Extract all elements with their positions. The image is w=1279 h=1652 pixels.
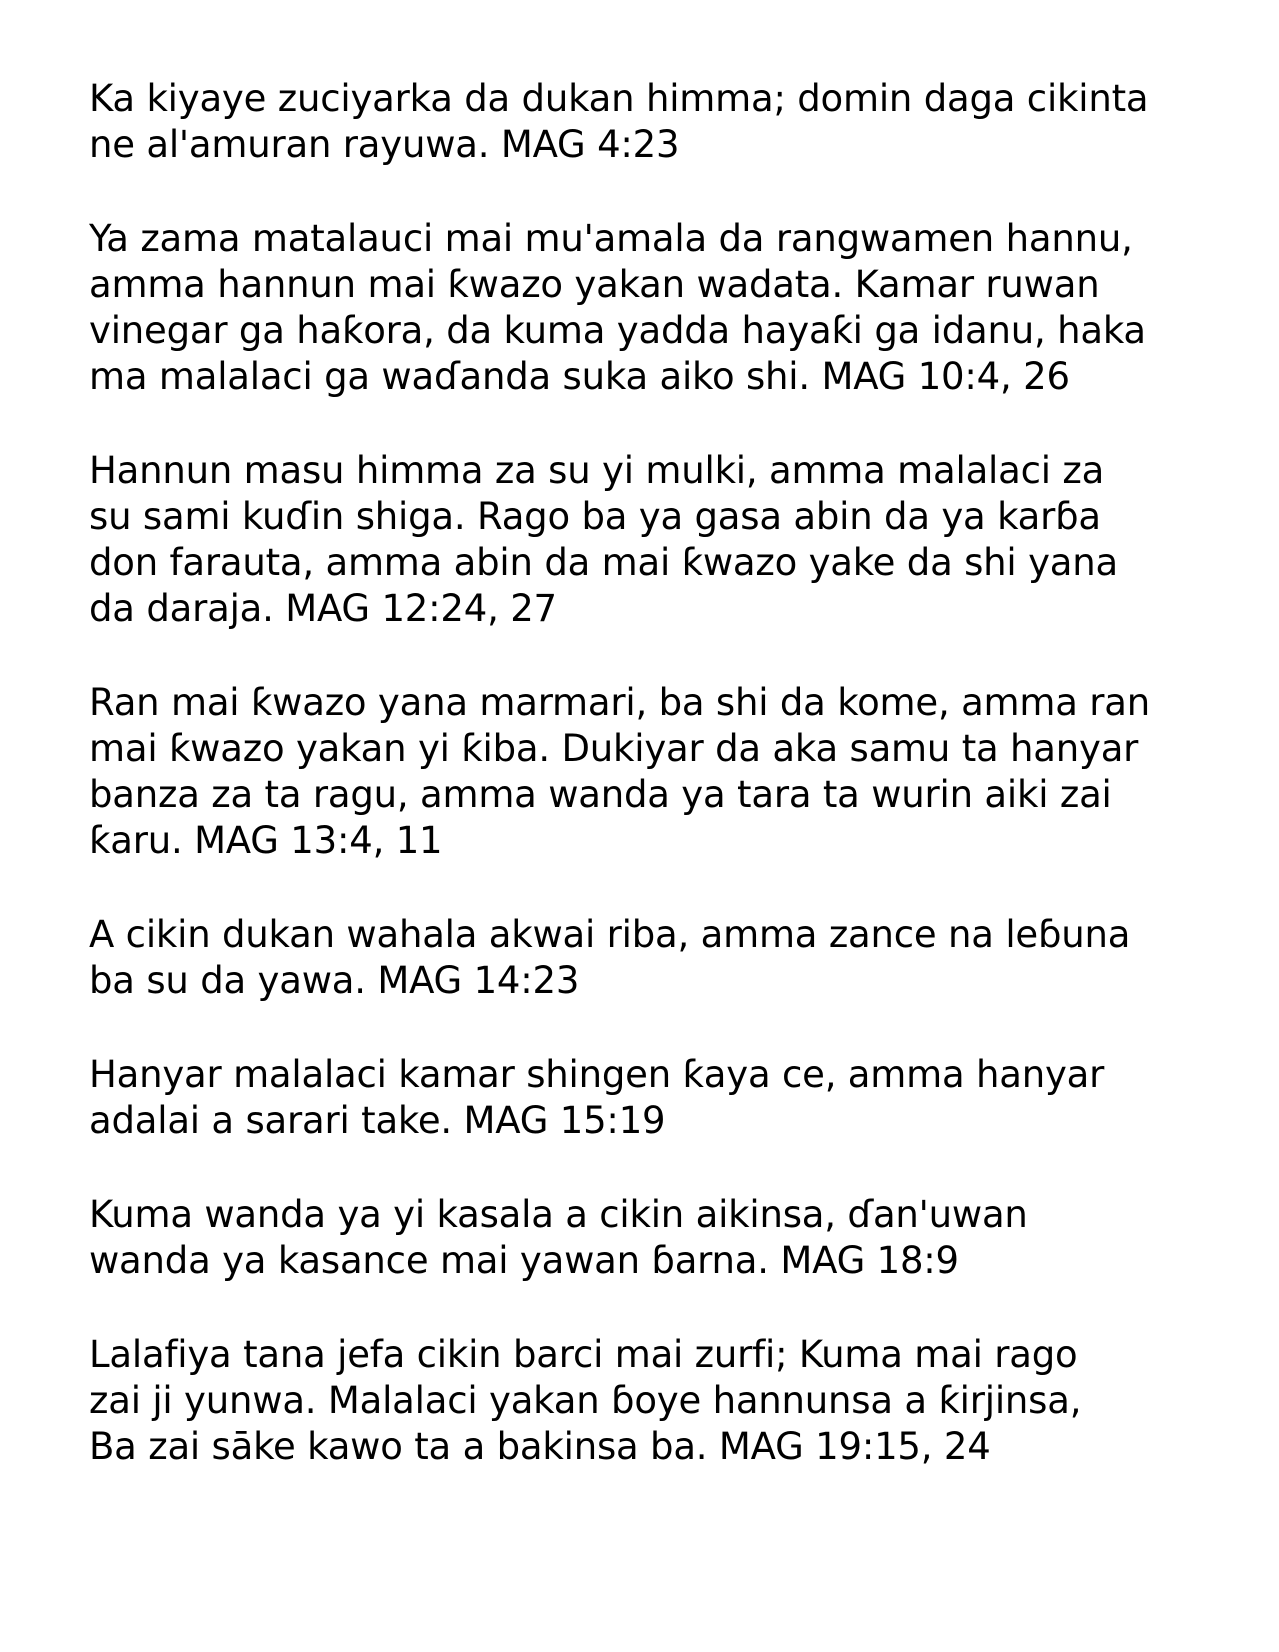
text-line: vinegar ga haƙora, da kuma yadda hayaƙi ga idanu, haka xyxy=(89,309,1146,352)
text-line: ne al'amuran rayuwa. MAG 4:23 xyxy=(89,123,680,166)
text-line: don farauta, amma abin da mai ƙwazo yake da shi yana xyxy=(89,541,1118,584)
text-line: da daraja. MAG 12:24, 27 xyxy=(89,587,557,630)
text-line: Ran mai ƙwazo yana marmari, ba shi da kome, amma ran xyxy=(89,681,1150,724)
text-line: amma hannun mai ƙwazo yakan wadata. Kamar ruwan xyxy=(89,263,1100,306)
text-line: ba su da yawa. MAG 14:23 xyxy=(89,959,580,1002)
text-line: A cikin dukan wahala akwai riba, amma zance na leɓuna xyxy=(89,913,1131,956)
text-line: ƙaru. MAG 13:4, 11 xyxy=(89,819,443,862)
text-line: Hannun masu himma za su yi mulki, amma malalaci za xyxy=(89,449,1105,492)
text-line: adalai a sarari take. MAG 15:19 xyxy=(89,1099,666,1142)
paragraph-3 xyxy=(89,448,1209,632)
paragraph-4 xyxy=(89,680,1209,864)
paragraph-7 xyxy=(89,1192,1209,1284)
paragraph-5 xyxy=(89,912,1209,1004)
paragraph-6 xyxy=(89,1052,1209,1144)
paragraph-2 xyxy=(89,216,1209,400)
text-line: Lalafiya tana jefa cikin barci mai zurfi; Kuma mai rago xyxy=(89,1333,1078,1376)
text-line: Kuma wanda ya yi kasala a cikin aikinsa, ɗan'uwan xyxy=(89,1193,1028,1236)
text-line: su sami kuɗin shiga. Rago ba ya gasa abin da ya karɓa xyxy=(89,495,1101,538)
paragraph-8 xyxy=(89,1332,1209,1470)
text-line: mai ƙwazo yakan yi ƙiba. Dukiyar da aka samu ta hanyar xyxy=(89,727,1139,770)
text-line: banza za ta ragu, amma wanda ya tara ta wurin aiki zai xyxy=(89,773,1112,816)
text-line: zai ji yunwa. Malalaci yakan ɓoye hannunsa a ƙirjinsa, xyxy=(89,1379,1082,1422)
text-line: ma malalaci ga waɗanda suka aiko shi. MAG 10:4, 26 xyxy=(89,355,1070,398)
text-line: Ya zama matalauci mai mu'amala da rangwamen hannu, xyxy=(89,217,1133,260)
paragraph-1 xyxy=(89,76,1209,168)
text-line: wanda ya kasance mai yawan ɓarna. MAG 18:9 xyxy=(89,1239,959,1282)
text-line: Ba zai sāke kawo ta a bakinsa ba. MAG 19:15, 24 xyxy=(89,1425,991,1468)
document-page xyxy=(89,76,1209,1518)
text-line: Hanyar malalaci kamar shingen ƙaya ce, amma hanyar xyxy=(89,1053,1105,1096)
text-line: Ka kiyaye zuciyarka da dukan himma; domin daga cikinta xyxy=(89,77,1149,120)
